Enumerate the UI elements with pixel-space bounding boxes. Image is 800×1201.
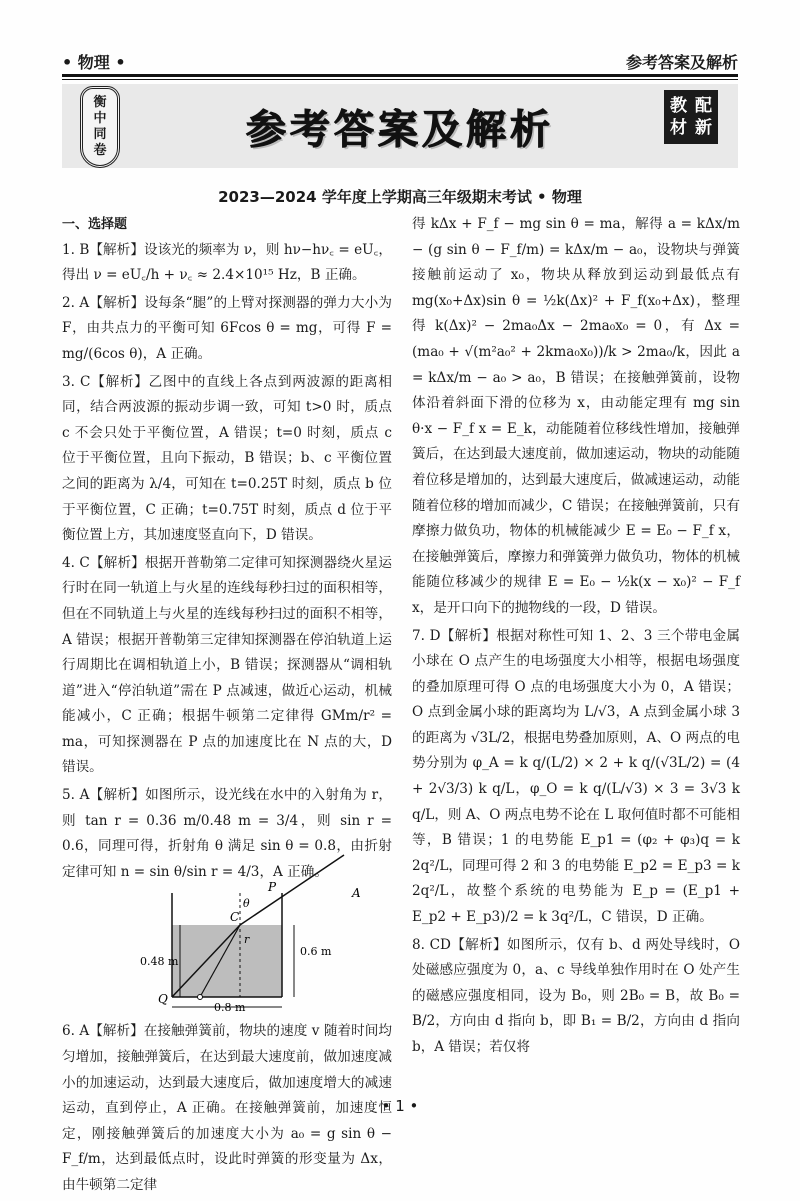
- badge-char: 教: [670, 96, 687, 116]
- seal-char: 衡: [93, 95, 107, 110]
- label-q: Q: [158, 992, 168, 1007]
- water-region: [172, 925, 282, 997]
- seal-char: 卷: [93, 143, 107, 158]
- label-theta: θ: [243, 897, 250, 911]
- answer-q8: 8. CD【解析】如图所示，仅有 b、d 两处导线时，O 处磁感应强度为 0，a、c 导线单独作用时在 O 处产生的磁感应强度相同，设为 B₀，则 2B₀ = B，故 B₀ = B/2，方向由 d 指向 b，即 B₁ = B/2，方向由 d 指向 b，A 错误；若仅将: [412, 936, 740, 1055]
- seal-char: 中: [93, 111, 107, 126]
- badge-char: 新: [695, 118, 712, 138]
- label-r: r: [244, 933, 250, 947]
- header-rule-thin: [62, 79, 738, 80]
- answer-q4: 4. C【解析】根据开普勒第二定律可知探测器绕火星运行时在同一轨道上与火星的连线每秒扫过的面积相等，但在不同轨道上与火星的连线每秒扫过的面积不相等，A 错误；根据开普勒第三定律知探测器在停泊轨道上运行周期比在调相轨道上小，B 错误；探测器从“调相轨道”进入“停泊轨道”需在 P 点减速，做近心运动，机械能减小，C 正确；根据牛顿第二定律得 GMm/r² = ma，可知探测器在 P 点的加速度比在 N 点的大，D 错误。: [62, 554, 392, 776]
- page-number: • 1 •: [381, 1097, 419, 1115]
- label-a: A: [352, 886, 361, 901]
- subject-label: • 物理 •: [62, 53, 126, 72]
- badge-char: 材: [670, 118, 687, 138]
- answer-q7: 7. D【解析】根据对称性可知 1、2、3 三个带电金属小球在 O 点产生的电场强度大小相等，根据电场强度的叠加原理可得 O 点的电场强度大小为 0，A 错误；O 点到金属小球的距离均为 L/√3，A 点到金属小球 3 的距离为 √3L/2，根据电势叠加原则，A、O 两点的电势分别为 φ_A = k q/(L/2) × 2 + k q/(√3L/2) = (4 + 2√3/3) k q/L，φ_O = k q/(L/√3) × 3 = 3√3 k q/L，则 A、O 两点电势不论在 L 取何值时都不可能相等，B 错误；1 的电势能 E_p1 = (φ₂ + φ₃)q = k 2q²/L，同理可得 2 和 3 的电势能 E_p2 = E_p3 = k 2q²/L，故整个系统的电势能为 E_p = (E_p1 + E_p2 + E_p3)/2 = k 3q²/L，C 错误，D 正确。: [412, 627, 740, 926]
- title-banner: [62, 84, 738, 168]
- answer-q6-cont: 得 kΔx + F_f − mg sin θ = ma，解得 a = kΔx/m − (g sin θ − F_f/m) = kΔx/m − a₀，设物块与弹簧接触前运动了 x₀，物块从释放到运动到最低点有 mg(x₀+Δx)sin θ = ½k(Δx)² + F_f(x₀+Δx)，整理得 k(Δx)² − 2ma₀Δx − 2ma₀x₀ = 0，有 Δx = (ma₀ + √(m²a₀² + 2kma₀x₀))/k > 2ma₀/k，因此 a = kΔx/m − a₀ > a₀，B 错误；在接触弹簧前，设物体沿着斜面下滑的位移为 x，由动能定理有 mg sin θ·x − F_f x = E_k，动能随着位移线性增加，接触弹簧后，在达到最大速度前，做加速运动，物块的动能随着位移是增加的，达到最大速度后，做减速运动，动能随着位移的增加而减少，C 错误；在接触弹簧前，只有摩擦力做负功，物体的机械能减少 E = E₀ − F_f x，在接触弹簧后，摩擦力和弹簧弹力做负功，物体的机械能随位移减少的规律 E = E₀ − ½k(x − x₀)² − F_f x，是开口向下的抛物线的一段，D 错误。: [412, 216, 740, 616]
- answer-q3: 3. C【解析】乙图中的直线上各点到两波源的距离相同，结合两波源的振动步调一致，可知 t>0 时，质点 c 不会只处于平衡位置，A 错误；t=0 时刻，质点 c 位于平衡位置，且向下振动，B 错误；b、c 平衡位置之间的距离为 λ/4，可知在 t=0.25T 时刻，质点 b 位于平衡位置，C 正确；t=0.75T 时刻，质点 d 位于平衡位置上方，其加速度竖直向下，D 错误。: [62, 373, 392, 544]
- badge-char: 配: [695, 96, 712, 116]
- refraction-diagram: [62, 880, 392, 1015]
- label-w: 0.8 m: [214, 1001, 246, 1015]
- seal-char: 同: [93, 127, 107, 142]
- source-point: [198, 995, 203, 1000]
- section-heading: 一、选择题: [62, 217, 128, 232]
- banner-title: 参考答案及解析: [246, 107, 554, 153]
- left-column: [62, 212, 392, 1201]
- answer-q6: 6. A【解析】在接触弹簧前，物块的速度 v 随着时间均匀增加，接触弹簧后，在达到最大速度前，做加速度减小的加速运动，达到最大速度后，做加速度增大的减速运动，直到停止，A 正确。在接触弹簧前，加速度恒定，刚接触弹簧后的加速度大小为 a₀ = g sin θ − F_f/m，达到最低点时，设此时弹簧的形变量为 Δx，由牛顿第二定律: [62, 1023, 392, 1193]
- label-h2: 0.6 m: [300, 945, 332, 959]
- label-h1: 0.48 m: [140, 955, 179, 969]
- answer-q2: 2. A【解析】设每条“腿”的上臂对探测器的弹力大小为 F，由共点力的平衡可知 6Fcos θ = mg，可得 F = mg/(6cos θ)，A 正确。: [62, 294, 392, 362]
- textbook-badge: [664, 90, 718, 144]
- exam-title: 2023—2024 学年度上学期高三年级期末考试 • 物理: [218, 188, 582, 206]
- label-c: C: [230, 910, 240, 925]
- running-header: [62, 50, 738, 72]
- header-rule-thick: [62, 74, 738, 77]
- answer-q5: 5. A【解析】如图所示，设光线在水中的入射角为 r，则 tan r = 0.36 m/0.48 m = 3/4，则 sin r = 0.6，同理可得，折射角 θ 满足 sin θ = 0.8，由折射定律可知 n = sin θ/sin r = 4/3，A 正确。: [62, 787, 392, 880]
- refraction-figure: [62, 880, 392, 1015]
- answer-q1: 1. B【解析】设该光的频率为 ν，则 hν−hν꜀ = eU꜀，得出 ν = eU꜀/h + ν꜀ ≈ 2.4×10¹⁵ Hz，B 正确。: [62, 241, 392, 284]
- right-column: [412, 212, 740, 1063]
- section-label: 参考答案及解析: [625, 53, 738, 72]
- label-p: P: [268, 880, 277, 895]
